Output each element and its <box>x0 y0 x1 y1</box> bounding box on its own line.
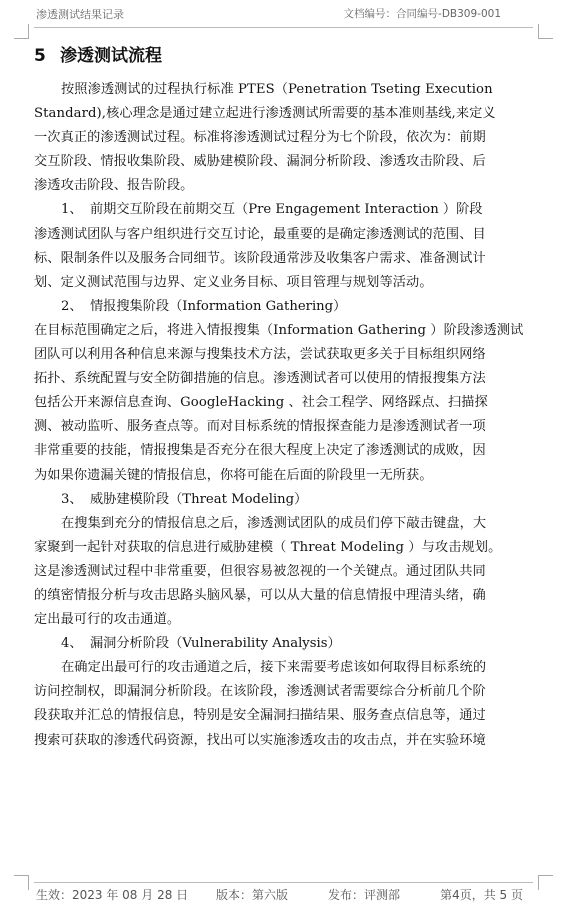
stage-line: 在确定出最可行的攻击通道之后，接下来需要考虑该如何取得目标系统的 <box>61 660 487 676</box>
stage-paragraph <box>34 656 533 752</box>
stage-line: 段获取并汇总的情报信息，特别是安全漏洞扫描结果、服务查点信息等，通过 <box>34 708 486 724</box>
stage-number: 1、 <box>61 202 83 218</box>
document-body[interactable] <box>34 44 533 753</box>
page-footer <box>0 886 567 904</box>
stage-line: 家聚到一起针对获取的信息进行威胁建模（ Threat Modeling ）与攻击规划。 <box>34 539 502 555</box>
page-header <box>0 6 567 22</box>
footer-page-number: 第4页，共 5 页 <box>440 888 523 902</box>
section-number: 5 <box>34 46 46 66</box>
stage-paragraph <box>34 319 533 488</box>
stage-line: 团队可以利用各种信息来源与搜集技术方法，尝试获取更多关于目标组织网络 <box>34 347 486 363</box>
section-heading <box>34 44 533 68</box>
stage-heading <box>34 198 533 222</box>
stage-line: 定出最可行的攻击通道。 <box>34 612 181 628</box>
intro-paragraph <box>34 78 533 198</box>
stage-paragraph <box>34 512 533 632</box>
stage-line: 为如果你遗漏关键的情报信息，你将可能在后面的阶段里一无所获。 <box>34 467 433 483</box>
stage-title: 情报搜集阶段（Information Gathering） <box>90 298 347 314</box>
stage-title: 威胁建模阶段（Threat Modeling） <box>90 491 308 507</box>
stage-title: 前期交互阶段在前期交互（Pre Engagement Interaction ）阶段 <box>90 202 483 218</box>
stage-line: 测、被动监听、服务查点等。而对目标系统的情报探查能力是渗透测试者一项 <box>34 419 486 435</box>
stage-line: 渗透测试团队与客户组织进行交互讨论，最重要的是确定渗透测试的范围、目 <box>34 226 486 242</box>
intro-line: 一次真正的渗透测试过程。标准将渗透测试过程分为七个阶段，依次为：前期 <box>34 130 486 146</box>
stage-line: 这是渗透测试过程中非常重要，但很容易被忽视的一个关键点。通过团队共同 <box>34 563 486 579</box>
stage-line: 包括公开来源信息查询、GoogleHacking 、社会工程学、网络踩点、扫描探 <box>34 395 488 411</box>
header-rule <box>34 27 533 28</box>
stage-title: 漏洞分析阶段（Vulnerability Analysis） <box>90 636 341 652</box>
intro-line: 渗透攻击阶段、报告阶段。 <box>34 178 194 194</box>
header-doc-number: 文档编号：合同编号-DB309-001 <box>343 8 501 20</box>
stage-line: 划、定义测试范围与边界、定义业务目标、项目管理与规划等活动。 <box>34 274 433 290</box>
section-title: 渗透测试流程 <box>60 46 162 66</box>
stage-line: 标、限制条件以及服务合同细节。该阶段通常涉及收集客户需求、准备测试计 <box>34 250 486 266</box>
stage-number: 2、 <box>61 298 83 314</box>
stage-line: 拓扑、系统配置与安全防御措施的信息。渗透测试者可以使用的情报搜集方法 <box>34 371 486 387</box>
stage-line: 访问控制权，即漏洞分析阶段。在该阶段，渗透测试者需要综合分析前几个阶 <box>34 684 486 700</box>
crop-mark-top-right <box>538 24 553 39</box>
stage-line: 非常重要的技能，情报搜集是否充分在很大程度上决定了渗透测试的成败，因 <box>34 443 486 459</box>
stage-line: 在目标范围确定之后，将进入情报搜集（Information Gathering ）阶段渗透测试 <box>34 322 524 338</box>
intro-line: Standard),核心理念是通过建立起进行渗透测试所需要的基本准则基线,来定义 <box>34 106 496 122</box>
intro-line: 按照渗透测试的过程执行标准 PTES（Penetration Tseting Execution <box>61 82 493 97</box>
footer-publisher: 发布：评测部 <box>328 888 401 902</box>
footer-version: 版本：第六版 <box>216 888 289 902</box>
stage-heading <box>34 295 533 319</box>
stage-line: 搜索可获取的渗透代码资源，找出可以实施渗透攻击的攻击点，并在实验环境 <box>34 732 486 748</box>
stage-line: 的缜密情报分析与攻击思路头脑风暴，可以从大量的信息情报中理清头绪，确 <box>34 587 486 603</box>
stage-line: 在搜集到充分的情报信息之后，渗透测试团队的成员们停下敲击键盘，大 <box>61 515 487 531</box>
crop-mark-top-left <box>14 24 29 39</box>
stage-number: 4、 <box>61 636 83 652</box>
header-doc-title: 渗透测试结果记录 <box>36 8 124 21</box>
stage-heading <box>34 488 533 512</box>
stage-heading <box>34 632 533 656</box>
intro-line: 交互阶段、情报收集阶段、威胁建模阶段、漏洞分析阶段、渗透攻击阶段、后 <box>34 154 486 170</box>
footer-effective-date: 生效：2023 年 08 月 28 日 <box>36 888 189 902</box>
stage-number: 3、 <box>61 491 83 507</box>
footer-rule <box>34 882 533 883</box>
stage-paragraph <box>34 223 533 295</box>
stage-list <box>34 198 533 752</box>
